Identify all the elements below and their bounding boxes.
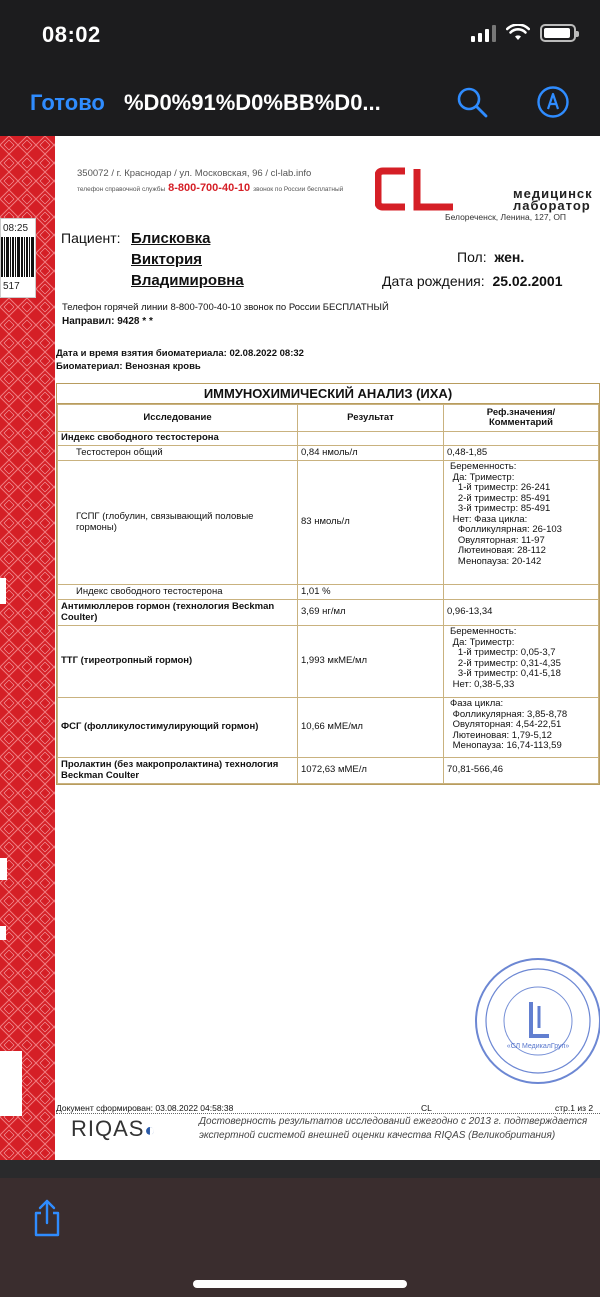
svg-text:«СЛ МедикалГруп»: «СЛ МедикалГруп» bbox=[506, 1043, 570, 1050]
nav-bar bbox=[0, 70, 600, 136]
bottom-toolbar bbox=[0, 1160, 600, 1297]
battery-icon bbox=[540, 24, 576, 42]
branch-address: Белореченск, Ленина, 127, ОП bbox=[445, 212, 567, 222]
table-row: Индекс свободного тестостерона 1,01 % bbox=[58, 585, 599, 600]
document-generated: Документ сформирован: 03.08.2022 04:58:38 bbox=[56, 1103, 600, 1114]
status-bar bbox=[0, 0, 600, 70]
lab-report-page bbox=[55, 136, 600, 1160]
share-icon[interactable] bbox=[30, 1198, 64, 1238]
table-row: Индекс свободного тестостерона bbox=[58, 432, 599, 446]
referred-by: Направил: 9428 * * bbox=[62, 316, 153, 327]
table-row: ТТГ (тиреотропный гормон) 1,993 мкМЕ/мл Беременность: Да: Триместр: 1-й триместр: 0,05-3,7 2-й триместр: 0,31-4,35 3-й триместр: 0,41-5,18 Нет: 0,38-5,33 bbox=[58, 626, 599, 698]
riqas-logo: RIQAS◐ bbox=[71, 1116, 157, 1141]
patient-label: Пациент: bbox=[61, 230, 121, 246]
patient-dob: Дата рождения: 25.02.2001 bbox=[382, 273, 563, 289]
table-row: ГСПГ (глобулин, связывающий половые гормоны) 83 нмоль/л Беременность: Да: Триместр: 1-й триместр: 26-241 2-й триместр: 85-491 3-й триместр: 85-491 Нет: Фаза цикла: Фолликулярная: 26-103 Овуляторная: 11-97 Лютеиновая: 28-112 Менопауза: 20-142 bbox=[58, 461, 599, 585]
biomaterial-type: Биоматериал: Венозная кровь bbox=[56, 361, 201, 372]
cl-logo-icon bbox=[375, 166, 455, 212]
page-number: стр.1 из 2 bbox=[555, 1103, 594, 1113]
stamp-seal-icon bbox=[473, 956, 600, 1086]
wifi-icon bbox=[506, 24, 530, 42]
table-header: Исследование Результат Реф.значения/ Комментарий bbox=[58, 405, 599, 432]
status-time: 08:02 bbox=[42, 22, 101, 47]
patient-name: Блисковка Виктория Владимировна bbox=[131, 230, 244, 289]
document-view[interactable] bbox=[0, 136, 600, 1160]
table-row: ФСГ (фолликулостимулирующий гормон) 10,66 мМЕ/мл Фаза цикла: Фолликулярная: 3,85-8,78 Овуляторная: 4,54-22,51 Лютеиновая: 1,79-5,12 Менопауза: 16,74-113,59 bbox=[58, 698, 599, 758]
search-icon[interactable] bbox=[455, 85, 489, 119]
signal-icon bbox=[471, 25, 496, 42]
hotline-text: Телефон горячей линии 8-800-700-40-10 звонок по России БЕСПЛАТНЫЙ bbox=[62, 302, 389, 313]
riqas-statement: Достоверность результатов исследований ежегодно с 2013 г. подтверждается экспертной системой внешней оценки качества RIQAS (Великобритания) bbox=[199, 1116, 588, 1141]
footer-cl: CL bbox=[421, 1103, 432, 1113]
side-label bbox=[0, 1051, 22, 1116]
lab-name: медицинск лаборатор bbox=[513, 186, 593, 213]
table-row: Антимюллеров гормон (технология Beckman Coulter) 3,69 нг/мл 0,96-13,34 bbox=[58, 600, 599, 626]
patient-sex: Пол: жен. bbox=[457, 249, 525, 265]
results-table bbox=[56, 383, 600, 785]
table-title: ИММУНОХИМИЧЕСКИЙ АНАЛИЗ (ИХА) bbox=[57, 384, 599, 404]
barcode-label: 08:25 517 bbox=[0, 218, 36, 298]
globe-icon: ◐ bbox=[144, 1120, 157, 1140]
table-row: Пролактин (без макропролактина) технология Beckman Coulter 1072,63 мМЕ/л 70,81-566,46 bbox=[58, 758, 599, 784]
table-row: Тестостерон общий 0,84 нмоль/л 0,48-1,85 bbox=[58, 446, 599, 461]
status-icons bbox=[471, 24, 576, 42]
barcode-icon bbox=[1, 237, 35, 277]
document-title: %D0%91%D0%BB%D0... bbox=[124, 90, 381, 115]
biomaterial-datetime: Дата и время взятия биоматериала: 02.08.2022 08:32 bbox=[56, 348, 304, 359]
home-indicator[interactable] bbox=[193, 1280, 407, 1288]
lab-address: 350072 / г. Краснодар / ул. Московская, 96 / cl-lab.info bbox=[77, 168, 312, 179]
lab-hotline: телефон справочной службы 8-800-700-40-10 звонок по России бесплатный bbox=[77, 182, 344, 194]
done-button[interactable]: Готово bbox=[30, 90, 105, 115]
markup-pen-icon[interactable] bbox=[536, 85, 570, 119]
